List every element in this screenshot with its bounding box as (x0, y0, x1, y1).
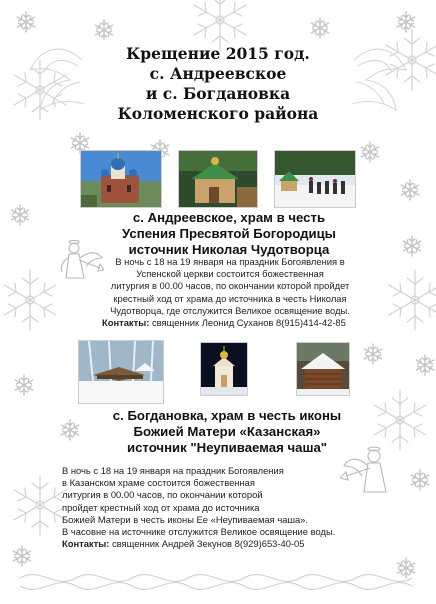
section2-body-line-4: пройдет крестный ход от храма до источника (62, 501, 260, 513)
section1-body (96, 256, 364, 329)
section2-contacts-label: Контакты: (62, 538, 110, 550)
section1-heading-line-2: Успения Пресвятой Богородицы (122, 226, 336, 241)
title-line-2: с. Андреевское (149, 64, 287, 83)
section1-body-line-2: Успенской церкви состоится божественная (136, 268, 324, 280)
section2-heading-line-1: с. Богдановка, храм в честь иконы (112, 408, 342, 423)
angel-left-icon (60, 238, 104, 288)
photo-bogdanovka-church-night (200, 342, 248, 396)
section2-contacts-value: священник Андрей Зекунов 8(929)653-40-05 (109, 538, 305, 550)
angel-right-icon (340, 440, 390, 498)
title-line-3: и с. Богдановка (145, 84, 291, 103)
section2-heading-line-3: источник "Неупиваемая чаша" (126, 440, 328, 455)
section2-heading (96, 408, 358, 456)
section2-body (62, 465, 352, 550)
section1-body-line-5: Чудотворца, где отслужится Великое освящение воды. (110, 304, 350, 316)
section2-body-line-6: В часовне на источнике отслужится Великое освящение воды. (62, 526, 336, 538)
photo-andreevskoe-church (80, 150, 162, 208)
photo-bogdanovka-chapel (296, 342, 350, 396)
section2-body-line-1: В ночь с 18 на 19 января на праздник Богоявления (62, 465, 284, 476)
section2-body-line-2: в Казанском храме состоится божественная (62, 477, 255, 489)
title-line-1: Крещение 2015 год. (126, 44, 310, 63)
section1-contacts (96, 317, 364, 329)
page-title (80, 44, 356, 124)
section1-contacts-label: Контакты: (102, 317, 150, 329)
photo-andreevskoe-chapel (178, 150, 258, 208)
photo-bogdanovka-bridge (78, 340, 164, 404)
photo-andreevskoe-procession (274, 150, 356, 208)
section1-heading (104, 210, 354, 258)
title-line-4: Коломенского района (117, 104, 319, 123)
section2-body-line-3: литургия в 00.00 часов, по окончании которой (62, 489, 263, 501)
section1-heading-line-1: с. Андреевское, храм в честь (132, 210, 326, 225)
section1-body-line-4: крестный ход от храма до источника в честь Николая (113, 292, 347, 304)
section1-heading-line-3: источник Николая Чудотворца (128, 242, 330, 257)
section1-body-line-1: В ночь с 18 на 19 января на праздник Богоявления в (115, 256, 345, 267)
section2-contacts (62, 538, 352, 550)
section1-body-line-3: литургия в 00.00 часов, по окончании которой пройдет (110, 280, 350, 292)
section2-heading-line-2: Божией Матери «Казанская» (133, 424, 321, 439)
section1-contacts-value: священник Леонид Суханов 8(915)414-42-85 (149, 317, 346, 329)
section2-body-line-5: Божией Матери в честь иконы Ее «Неупиваемая чаша». (62, 513, 308, 525)
